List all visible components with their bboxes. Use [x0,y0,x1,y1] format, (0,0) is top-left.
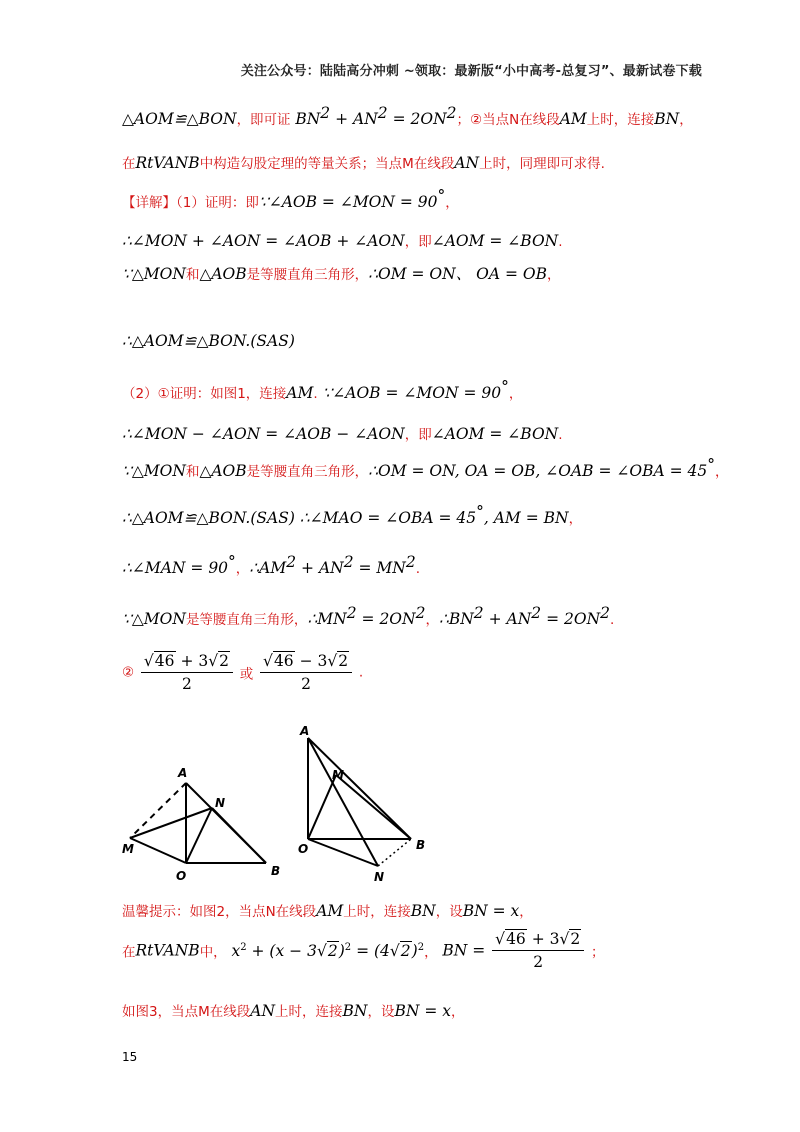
text: 是等腰直角三角形， [185,612,308,628]
text: 上时，同理即可求得. [479,156,605,172]
math: ∴∠MON + ∠AON = ∠AOB + ∠AON [122,232,405,250]
math: ∠AOM = ∠BON [431,232,559,250]
text: ， [425,612,439,628]
label-b: B [271,864,281,878]
math: ∴△AOM≌△BON.(SAS) [122,332,295,350]
line-10 [122,503,582,527]
line-15 [122,930,605,971]
text: 上时，连接 [275,1004,343,1020]
text: 或 [239,666,254,683]
sup: 2 [377,104,388,122]
math: RtVANB [135,154,200,172]
label-m: M [122,842,134,856]
math: ∴∠MAN = 90 [122,559,229,577]
text: . [558,234,563,250]
text: 在 [122,156,136,172]
text: 如图3，当点M在线段 [122,1004,251,1020]
sqrt: 2 [338,652,349,670]
text: . [610,612,615,628]
line-16 [122,1000,465,1020]
math: , AM = BN [483,509,569,527]
math: ∴OM = ON, OA = OB, ∠OAB = ∠OBA = 45 [368,462,708,480]
text: ，即可证 [236,112,291,128]
math: AM [559,110,587,128]
sqrt: 2 [400,941,411,960]
math: ∵∠AOB = ∠MON = 90 [322,384,502,402]
text: ， [508,386,523,402]
sqrt: 2 [219,652,229,670]
line-4 [122,230,563,250]
denominator: 2 [301,675,312,693]
label-a: A [300,724,310,738]
math: + (x − 3 [246,941,317,960]
text: 中构造勾股定理的等量关系；当点M在线段 [199,156,455,172]
num-part: + 3 [175,652,209,670]
text: . [313,386,318,402]
line-7 [122,378,522,402]
text: 上时，连接 [586,112,655,128]
label-m: M [332,768,344,782]
math: △AOB [199,265,247,283]
math: BN [295,110,321,128]
math: ∵△MON [122,462,186,480]
text: 是等腰直角三角形， [246,464,369,480]
sup: ° [501,378,509,396]
line-11 [122,553,420,577]
math: + AN [296,559,344,577]
text: ， [679,112,693,128]
text: ， [568,511,583,527]
sup: 2 [320,104,331,122]
label-n: N [215,796,226,810]
label-a: A [178,766,188,780]
sup: 2 [417,941,425,953]
line-3 [122,187,459,211]
text: ，即 [404,234,432,250]
sup: 2 [405,553,416,571]
math: BN = [442,941,491,960]
label-n: N [374,870,385,884]
denominator: 2 [182,675,192,693]
figure-1 [130,783,266,863]
sup: ° [228,553,236,571]
fraction: $\frac{√46 + 3√2}{2}$ [492,930,584,971]
line-14 [122,900,533,920]
math: + AN [330,110,378,128]
math: ∠AOM = ∠BON [431,425,559,443]
math: AN [454,154,480,172]
sup: 2 [600,604,611,622]
sup: 2 [531,604,542,622]
fraction-minus: $\frac{√46 - 3√2}{2}$ [260,652,352,693]
math: ∴△AOM≌△BON.(SAS) ∴∠MAO = ∠OBA = 45 [122,509,477,527]
sqrt: 2 [570,930,581,948]
math: = MN [353,559,406,577]
line-5 [122,262,560,284]
math: AM [316,902,344,920]
line-2 [122,152,605,172]
denominator: 2 [533,953,544,971]
sup: 2 [344,941,352,953]
math: AM [286,384,314,402]
equation: $x^2 + (x - 3√2)^2 = (4√2)^2$ [231,941,425,960]
text: . [358,664,364,681]
text: . [415,561,421,577]
figure-2 [308,738,411,866]
line-6 [122,332,295,350]
text: 和 [185,464,200,480]
sup: 2 [286,553,297,571]
text: ， [235,561,250,577]
math: ∵∠AOB = ∠MON = 90 [258,193,438,211]
math: BN = x [462,902,520,920]
text: 中， [199,944,227,961]
text: ，即 [404,427,432,443]
label-o: O [298,842,309,856]
line-9 [122,456,728,480]
math: AN [250,1002,276,1020]
sup: 2 [240,941,247,953]
num-part: − 3 [294,652,328,670]
text: ， [714,464,729,480]
math: ∵△MON [122,610,186,628]
page-number: 15 [122,1050,138,1064]
math: ) [411,941,418,960]
math: = 2ON [387,110,447,128]
math: ∴∠MON − ∠AON = ∠AOB − ∠AON [122,425,405,443]
text: ；②当点N在线段 [456,112,560,128]
text: ， [451,1004,465,1020]
text: 是等腰直角三角形， [246,267,369,283]
math: △AOB [199,462,247,480]
label-o: O [176,869,187,883]
line-12 [122,604,614,628]
sup: 2 [473,604,484,622]
sqrt: 46 [154,652,175,670]
math: BN = x [394,1002,452,1020]
text: 在 [122,944,136,961]
num-part: + 3 [526,930,560,948]
sup: ° [437,187,446,205]
text: ，设 [367,1004,395,1020]
text: （2）①证明：如图1，连接 [122,386,287,402]
text: ， [445,195,459,211]
math: ∴OM = ON、 OA = OB [368,265,547,283]
math: x [231,941,241,960]
text: 上时，连接 [343,904,411,920]
label-b: B [416,838,426,852]
line-13 [122,652,363,693]
line-1 [122,104,693,128]
math: = 2ON [541,610,601,628]
math: ) [338,941,345,960]
line-8 [122,423,563,443]
sup: 2 [415,604,426,622]
text: 温馨提示：如图2，当点N在线段 [122,904,317,920]
text: ， [424,944,438,961]
sqrt: 46 [273,652,294,670]
math: RtVANB [135,941,200,960]
geometry-figures [118,715,438,895]
math: △AOM≌△BON [122,110,237,128]
sup: ° [707,456,715,474]
fraction-plus: $\frac{√46 + 3√2}{2}$ [141,652,233,693]
math: = 2ON [356,610,416,628]
text: 和 [185,267,200,283]
text: 【详解】（1）证明：即 [122,195,259,211]
math: BN [410,902,436,920]
page-header: 关注公众号：陆陆高分冲刺 ~领取：最新版“小中高考-总复习”、最新试卷下载 [240,64,702,79]
sqrt: 2 [327,941,338,960]
math: ∵△MON [122,265,186,283]
math: = (4 [351,941,390,960]
text: ，设 [435,904,463,920]
math: ∴MN [307,610,347,628]
text: ② [122,664,135,681]
sqrt: 46 [506,930,526,948]
sup: 2 [346,604,357,622]
sup: 2 [343,553,354,571]
text: ； [591,944,605,961]
sup: ° [476,503,484,521]
math: ∴AM [249,559,287,577]
sup: 2 [446,104,457,122]
text: . [558,427,563,443]
text: ， [546,267,561,283]
text: ， [519,904,533,920]
math: BN [342,1002,368,1020]
math: ∴BN [438,610,474,628]
math: BN [654,110,680,128]
math: + AN [483,610,532,628]
